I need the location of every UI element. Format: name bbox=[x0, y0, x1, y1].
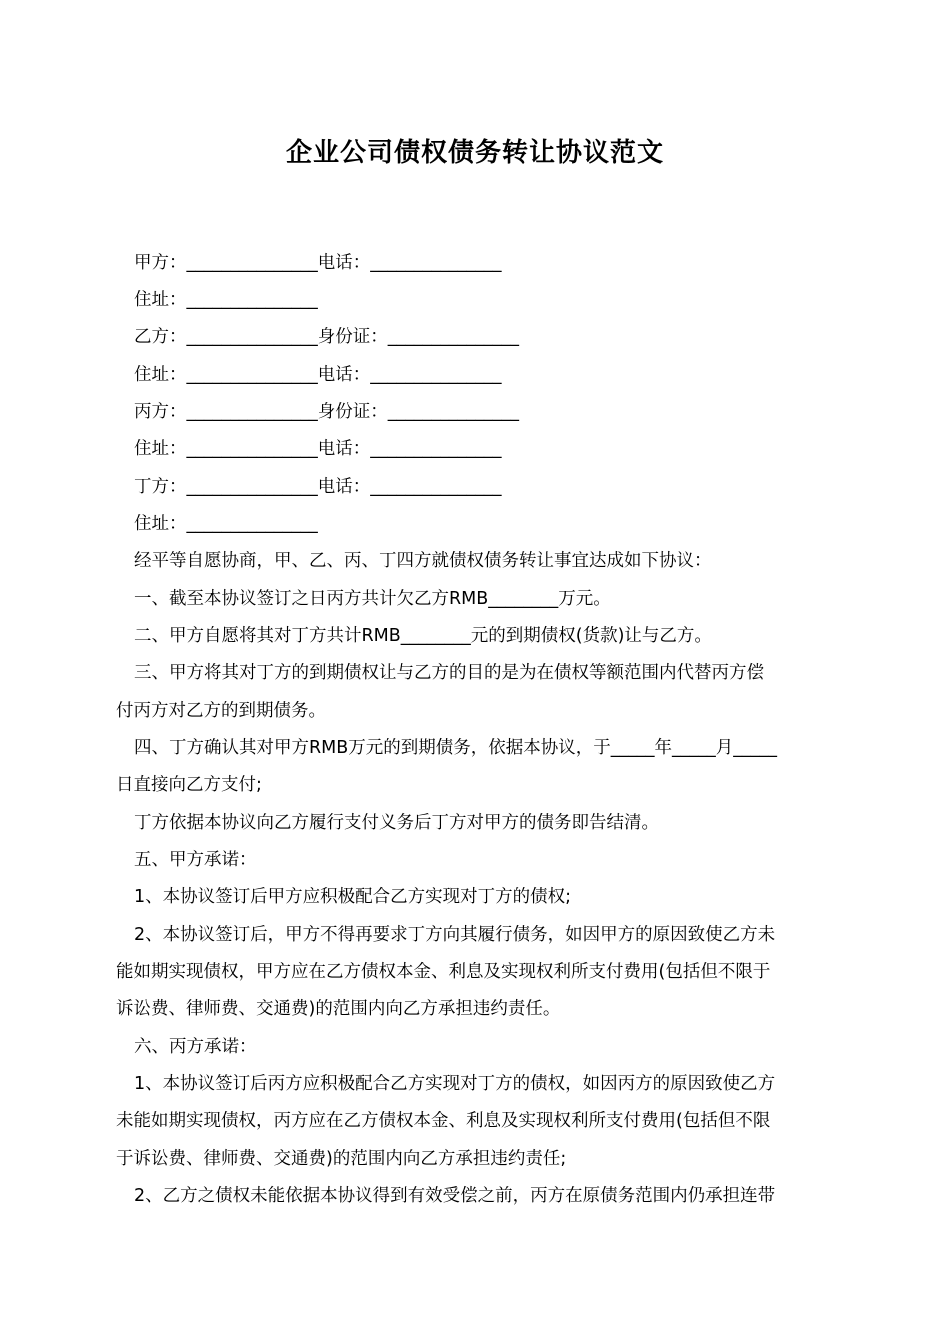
clause-5-item-2-line-3: 诉讼费、律师费、交通费)的范围内向乙方承担违约责任。 bbox=[116, 999, 561, 1019]
clause-4-line-2: 日直接向乙方支付; bbox=[116, 775, 262, 795]
party-b-address-line: 住址：_______________电话：_______________ bbox=[134, 365, 502, 385]
clause-6-item-1-line-2: 未能如期实现债权，丙方应在乙方债权本金、利息及实现权利所支付费用(包括但不限 bbox=[116, 1111, 771, 1131]
clause-6-heading: 六、丙方承诺： bbox=[134, 1037, 257, 1057]
preamble: 经平等自愿协商，甲、乙、丙、丁四方就债权债务转让事宜达成如下协议： bbox=[134, 551, 712, 571]
clause-4-line-1: 四、丁方确认其对甲方RMB万元的到期债务，依据本协议，于_____年_____月_____ bbox=[134, 738, 778, 758]
clause-1: 一、截至本协议签订之日丙方共计欠乙方RMB________万元。 bbox=[134, 589, 611, 609]
party-a-line: 甲方：_______________电话：_______________ bbox=[134, 253, 502, 273]
clause-5-item-2-line-2: 能如期实现债权，甲方应在乙方债权本金、利息及实现权利所支付费用(包括但不限于 bbox=[116, 962, 771, 982]
party-d-address-line: 住址：_______________ bbox=[134, 514, 318, 534]
clause-3-line-1: 三、甲方将其对丁方的到期债权让与乙方的目的是为在债权等额范围内代替丙方偿 bbox=[134, 663, 764, 683]
document-title: 企业公司债权债务转让协议范文 bbox=[285, 138, 664, 168]
clause-6-item-2-line-1: 2、乙方之债权未能依据本协议得到有效受偿之前，丙方在原债务范围内仍承担连带 bbox=[134, 1186, 776, 1206]
party-a-address-line: 住址：_______________ bbox=[134, 290, 318, 310]
clause-5-item-2-line-1: 2、本协议签订后，甲方不得再要求丁方向其履行债务，如因甲方的原因致使乙方未 bbox=[134, 925, 776, 945]
clause-3-line-2: 付丙方对乙方的到期债务。 bbox=[116, 701, 326, 721]
clause-5-item-1: 1、本协议签订后甲方应积极配合乙方实现对丁方的债权; bbox=[134, 887, 572, 907]
party-d-line: 丁方：_______________电话：_______________ bbox=[134, 477, 502, 497]
party-c-address-line: 住址：_______________电话：_______________ bbox=[134, 439, 502, 459]
clause-4-paragraph-2: 丁方依据本协议向乙方履行支付义务后丁方对甲方的债务即告结清。 bbox=[134, 813, 659, 833]
party-b-line: 乙方：_______________身份证：_______________ bbox=[134, 327, 519, 347]
clause-5-heading: 五、甲方承诺： bbox=[134, 850, 257, 870]
party-c-line: 丙方：_______________身份证：_______________ bbox=[134, 402, 519, 422]
clause-2: 二、甲方自愿将其对丁方共计RMB________元的到期债权(货款)让与乙方。 bbox=[134, 626, 712, 646]
clause-6-item-1-line-3: 于诉讼费、律师费、交通费)的范围内向乙方承担违约责任; bbox=[116, 1149, 567, 1169]
clause-6-item-1-line-1: 1、本协议签订后丙方应积极配合乙方实现对丁方的债权，如因丙方的原因致使乙方 bbox=[134, 1074, 776, 1094]
